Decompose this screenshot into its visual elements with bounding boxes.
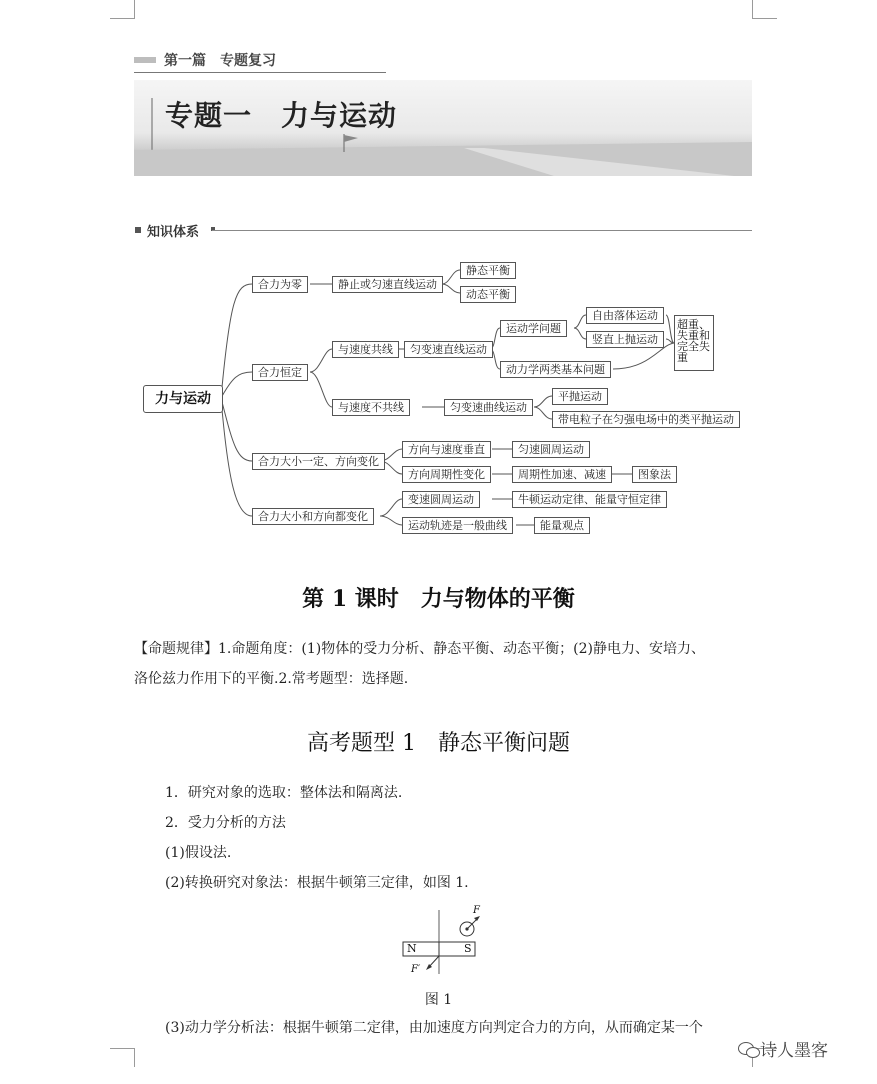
rule-label: 【命题规律】 [134,641,218,657]
node-perpendicular-velocity: 方向与速度垂直 [402,441,491,458]
rule-text-1: 1.命题角度：(1)物体的受力分析、静态平衡、动态平衡；(2)静电力、安培力、 [218,641,706,657]
node-magnitude-fixed-direction-varies: 合力大小一定、方向变化 [252,453,385,470]
node-general-curve: 运动轨迹是一般曲线 [402,517,513,534]
wechat-icon [738,1042,760,1058]
item-2: 2．受力分析的方法 [165,815,286,831]
node-graph-method: 图象法 [632,466,677,483]
force-f-label: F [473,905,480,916]
figure-1-caption: 图 1 [424,992,453,1008]
node-kinematics: 运动学问题 [500,320,567,337]
item-2-3: (3)动力学分析法：根据牛顿第二定律，由加速度方向判定合力的方向，从而确定某一个 [165,1020,703,1036]
lesson-title: 第 1 课时 力与物体的平衡 [302,586,575,612]
node-free-fall: 自由落体运动 [586,307,664,324]
node-net-force-constant: 合力恒定 [252,364,308,381]
node-periodic-direction: 方向周期性变化 [402,466,491,483]
node-energy-view: 能量观点 [534,517,590,534]
mindmap-root-node: 力与运动 [143,385,223,413]
rule-line-1 [134,638,705,658]
item-1: 1．研究对象的选取：整体法和隔离法. [165,785,403,801]
watermark [738,1036,828,1061]
node-dynamics-two-problems: 动力学两类基本问题 [500,361,611,378]
node-both-vary: 合力大小和方向都变化 [252,508,374,525]
node-dynamic-balance: 动态平衡 [460,286,516,303]
node-variable-circular: 变速圆周运动 [402,491,480,508]
figure-1-magnet [400,904,490,984]
topic-title: 高考题型 1 静态平衡问题 [307,731,570,756]
magnet-south-label: S [464,942,472,955]
rule-line-2: 洛伦兹力作用下的平衡.2.常考题型：选择题. [134,671,409,687]
node-non-collinear: 与速度不共线 [332,399,410,416]
node-static-balance: 静态平衡 [460,262,516,279]
node-collinear: 与速度共线 [332,341,399,358]
node-periodic-accel: 周期性加速、减速 [512,466,612,483]
node-charged-particle: 带电粒子在匀强电场中的类平抛运动 [552,411,740,428]
knowledge-heading: 知识体系 [147,225,200,240]
banner-title: 专题一 力与运动 [165,99,398,132]
magnet-north-label: N [407,942,417,955]
section-header-text: 第一篇 专题复习 [164,53,276,69]
node-uniform-accel-line: 匀变速直线运动 [404,341,493,358]
node-uniform-circular: 匀速圆周运动 [512,441,590,458]
node-newton-energy: 牛顿运动定律、能量守恒定律 [512,491,667,508]
node-net-force-zero: 合力为零 [252,276,308,293]
item-2-1: (1)假设法. [165,845,232,861]
item-2-2: (2)转换研究对象法：根据牛顿第三定律，如图 1. [165,875,469,891]
node-projectile: 平抛运动 [552,388,608,405]
node-vertical-throw: 竖直上抛运动 [586,331,664,348]
force-f-prime-label: F′ [411,964,421,975]
watermark-text: 诗人墨客 [760,1041,828,1061]
node-static-or-uniform: 静止或匀速直线运动 [332,276,443,293]
node-uniform-accel-curve: 匀变速曲线运动 [444,399,533,416]
node-overweight: 超重、失重和完全失重 [674,315,714,371]
